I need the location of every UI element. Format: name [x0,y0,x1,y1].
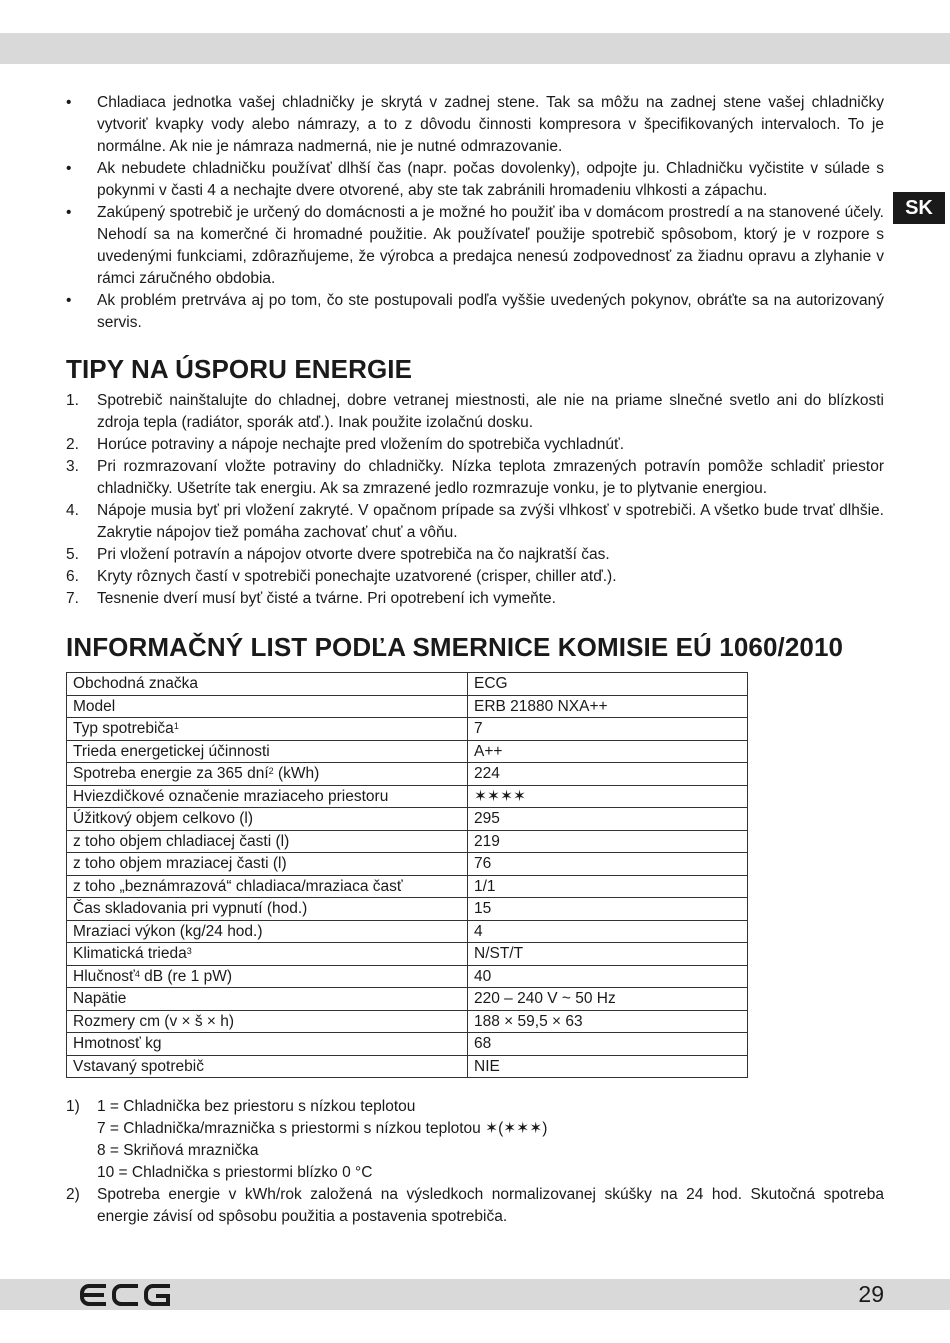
spec-label-cell [67,988,468,1011]
spec-value: 68 [468,1033,748,1056]
spec-label-cell [67,740,468,763]
spec-label: Typ spotrebiča [73,720,174,738]
table-row [67,718,748,741]
bullet-marker: • [66,160,72,177]
bullet-text: Chladiaca jednotka vašej chladničky je skrytá v zadnej stene. Tak sa môžu na zadnej stene vašej chladničky vytvoriť kvapky vody alebo námrazy, a to z dôvodu činnosti kompresora v špecifikovaných intervaloch. To je normálne. Ak nie je námraza nadmerná, nie je nutné odmrazovanie. [97,94,884,155]
spec-label: Hviezdičkové označenie mraziaceho priestoru [73,787,389,805]
spec-label-cell [67,1033,468,1056]
footnote-ref: 4 [134,968,140,979]
spec-label-cell [67,763,468,786]
spec-label-suffix: (kWh) [273,765,320,783]
tip-item [66,500,884,544]
tip-item [66,456,884,500]
tips-heading: TIPY NA ÚSPORU ENERGIE [66,354,413,384]
tip-item [66,588,884,610]
header-band [0,33,950,64]
footnote-line: Spotreba energie v kWh/rok založená na výsledkoch normalizovanej skúšky na 24 hod. Skutočná spotreba energie závisí od spôsobu použitia a postavenia spotrebiča. [97,1186,884,1225]
spec-value: 40 [468,965,748,988]
footnote [66,1184,884,1228]
bullet-item [66,92,884,158]
spec-label-cell [67,673,468,696]
spec-value: N/ST/T [468,943,748,966]
table-row [67,808,748,831]
footnote-marker: 2) [66,1186,80,1203]
ecg-logo [80,1283,172,1307]
spec-label-cell [67,808,468,831]
bullet-text: Ak problém pretrváva aj po tom, čo ste postupovali podľa vyššie uvedených pokynov, obráťte sa na autorizovaný servis. [97,292,884,331]
spec-label: Čas skladovania pri vypnutí (hod.) [73,900,308,918]
footnote [66,1096,884,1184]
footnote-marker: 1) [66,1098,80,1115]
bullet-text: Zakúpený spotrebič je určený do domácnosti a je možné ho použiť iba v domácom prostredí a na stanovené účely. Nehodí sa na komerčné či hromadné použitie. Ak používateľ použije spotrebič spôsobom, ktorý je v rozpore s uvedenými funkciami, zdôrazňujeme, že výrobca a predajca nenesú zodpovednosť za žiadnu opravu a zlyhanie v rámci záručného obdobia. [97,204,884,287]
footnote-ref: 1 [173,721,179,732]
table-row [67,763,748,786]
spec-label-cell [67,1055,468,1078]
spec-value: 1/1 [468,875,748,898]
language-tab: SK [893,192,945,224]
spec-value: 76 [468,853,748,876]
table-row [67,740,748,763]
footnote-ref: 3 [186,946,192,957]
footnotes [66,1096,884,1228]
bullet-marker: • [66,204,72,221]
spec-label: Mraziaci výkon (kg/24 hod.) [73,922,263,940]
page-number: 29 [858,1281,884,1307]
table-row [67,1010,748,1033]
spec-value: ERB 21880 NXA++ [468,695,748,718]
tip-item [66,566,884,588]
bullet-marker: • [66,94,72,111]
table-row [67,898,748,921]
spec-value: ✶✶✶✶ [468,785,748,808]
spec-label-cell [67,830,468,853]
spec-label-cell [67,943,468,966]
spec-label: z toho „beznámrazová“ chladiaca/mraziaca časť [73,877,403,895]
spec-label: Model [73,697,116,715]
spec-value: 188 × 59,5 × 63 [468,1010,748,1033]
spec-label: Trieda energetickej účinnosti [73,742,270,760]
table-row [67,1055,748,1078]
spec-label: Klimatická trieda [73,945,187,963]
spec-value: 7 [468,718,748,741]
spec-value: ECG [468,673,748,696]
spec-label-suffix: dB (re 1 pW) [139,967,232,985]
spec-value: A++ [468,740,748,763]
spec-label-cell [67,965,468,988]
tip-text: Tesnenie dverí musí byť čisté a tvárne. Pri opotrebení ich vymeňte. [97,590,556,607]
table-row [67,695,748,718]
tip-item [66,544,884,566]
spec-value: 15 [468,898,748,921]
tip-text: Nápoje musia byť pri vložení zakryté. V opačnom prípade sa zvýši vlhkosť v spotrebiči. A všetko bude trvať dlhšie. Zakrytie nápojov tiež pomáha zachovať chuť a vôňu. [97,502,884,541]
spec-label: Spotreba energie za 365 dní [73,765,269,783]
spec-label: Napätie [73,990,127,1008]
table-row [67,785,748,808]
bullet-item [66,158,884,202]
table-row [67,673,748,696]
spec-label-cell [67,853,468,876]
spec-value: 295 [468,808,748,831]
table-row [67,965,748,988]
spec-value: 219 [468,830,748,853]
footnote-line: 8 = Skriňová mraznička [97,1142,259,1159]
footnote-line: 7 = Chladnička/mraznička s priestormi s nízkou teplotou ✶(✶✶✶) [97,1120,548,1137]
table-row [67,988,748,1011]
page-content [66,92,884,1228]
footnote-line: 1 = Chladnička bez priestoru s nízkou teplotou [97,1098,416,1115]
tip-number: 5. [66,546,79,563]
bullet-text: Ak nebudete chladničku používať dlhší čas (napr. počas dovolenky), odpojte ju. Chladničku vyčistite v súlade s pokynmi v časti 4 a nechajte dvere otvorené, aby ste tak zabránili hromadeniu vlhkosti a zápachu. [97,160,884,199]
tip-text: Pri vložení potravín a nápojov otvorte dvere spotrebiča na čo najkratší čas. [97,546,610,563]
spec-label-cell [67,695,468,718]
spec-label: Hlučnosť [73,967,135,985]
bullet-item [66,290,884,334]
bullet-item [66,202,884,290]
spec-label: Vstavaný spotrebič [73,1057,204,1075]
tip-number: 4. [66,502,79,519]
tip-item [66,434,884,456]
spec-label-cell [67,1010,468,1033]
spec-value: 4 [468,920,748,943]
spec-value: 224 [468,763,748,786]
tip-text: Horúce potraviny a nápoje nechajte pred vložením do spotrebiča vychladnúť. [97,436,625,453]
info-sheet-table [66,672,748,1078]
info-sheet-heading: INFORMAČNÝ LIST PODĽA SMERNICE KOMISIE EÚ 1060/2010 [66,632,844,662]
tip-number: 3. [66,458,79,475]
footnote-ref: 2 [268,766,274,777]
spec-label: Úžitkový objem celkovo (l) [73,810,254,828]
spec-label: Rozmery cm (v × š × h) [73,1012,235,1030]
table-row [67,853,748,876]
table-row [67,943,748,966]
spec-label-cell [67,898,468,921]
spec-value: NIE [468,1055,748,1078]
tip-text: Kryty rôznych častí v spotrebiči ponechajte uzatvorené (crisper, chiller atď.). [97,568,617,585]
spec-value: 220 – 240 V ~ 50 Hz [468,988,748,1011]
table-row [67,830,748,853]
bullet-marker: • [66,292,72,309]
spec-label-cell [67,785,468,808]
tip-number: 1. [66,392,79,409]
table-row [67,875,748,898]
tip-text: Pri rozmrazovaní vložte potraviny do chladničky. Nízka teplota zmrazených potravín pomôže schladiť priestor chladničky. Ušetríte tak energiu. Ak sa zmrazené jedlo rozmrazuje vonku, je to plytvanie energiou. [97,458,884,497]
spec-label-cell [67,920,468,943]
spec-label: Obchodná značka [73,675,198,693]
care-bullet-list [66,92,884,334]
spec-label: z toho objem chladiacej časti (l) [73,832,290,850]
tip-number: 7. [66,590,79,607]
tips-list [66,390,884,610]
spec-label: Hmotnosť kg [73,1035,162,1053]
tip-number: 6. [66,568,79,585]
tip-text: Spotrebič nainštalujte do chladnej, dobre vetranej miestnosti, ale nie na priame slnečné svetlo ani do blízkosti zdroja tepla (radiátor, sporák atď.). Inak použite izolačnú dosku. [97,392,884,431]
footnote-line: 10 = Chladnička s priestormi blízko 0 °C [97,1164,373,1181]
table-row [67,920,748,943]
tip-item [66,390,884,434]
spec-label: z toho objem mraziacej časti (l) [73,855,287,873]
tip-number: 2. [66,436,79,453]
spec-label-cell [67,718,468,741]
table-row [67,1033,748,1056]
spec-label-cell [67,875,468,898]
